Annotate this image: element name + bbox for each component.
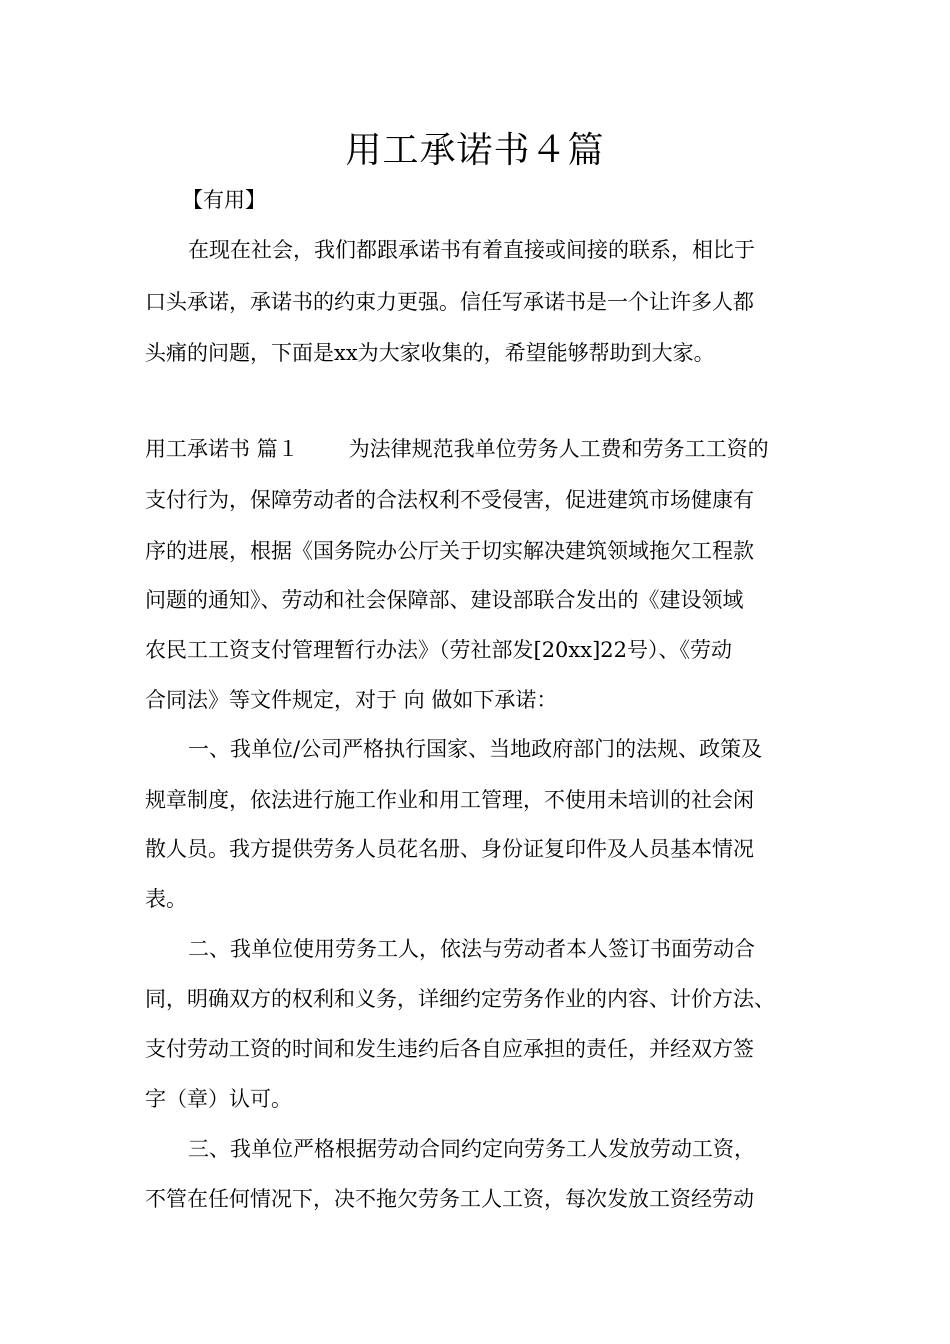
item3-line: 不管在任何情况下，决不拖欠劳务工人工资，每次发放工资经劳动 [145,1187,754,1211]
item1-line: 散人员。我方提供劳务人员花名册、身份证复印件及人员基本情况 [145,837,754,861]
intro-line: 口头承诺，承诺书的约束力更强。信任写承诺书是一个让许多人都 [145,290,754,314]
section-line: 问题的通知》、劳动和社会保障部、建设部联合发出的《建设领域 [145,588,744,612]
item2-line: 支付劳动工资的时间和发生违约后各自应承担的责任，并经双方签 [145,1037,754,1061]
intro-line: 头痛的问题，下面是xx为大家收集的，希望能够帮助到大家。 [145,341,715,365]
item2-line: 字（章）认可。 [145,1087,292,1111]
item3-line: 三、我单位严格根据劳动合同约定向劳务工人发放劳动工资， [188,1137,755,1161]
item1-line: 表。 [145,887,187,911]
item1-line: 规章制度，依法进行施工作业和用工管理，不使用未培训的社会闲 [145,788,754,812]
intro-line: 在现在社会，我们都跟承诺书有着直接或间接的联系，相比于 [188,238,755,262]
section-text: 为法律规范我单位劳务人工费和劳务工工资的 [348,437,769,461]
section-first-line [145,433,769,465]
section-line: 序的进展，根据《国务院办公厅关于切实解决建筑领域拖欠工程款 [145,539,754,563]
document-tag: 【有用】 [182,188,266,212]
item2-line: 同，明确双方的权利和义务，详细约定劳务作业的内容、计价方法、 [145,987,775,1011]
document-title: 用工承诺书４篇 [345,130,605,171]
item1-line: 一、我单位/公司严格执行国家、当地政府部门的法规、政策及 [188,737,763,761]
section-line: 合同法》等文件规定，对于 向 做如下承诺： [145,688,558,712]
item2-line: 二、我单位使用劳务工人，依法与劳动者本人签订书面劳动合 [188,937,755,961]
section-heading: 用工承诺书 篇１ [145,437,299,461]
section-line: 支付行为，保障劳动者的合法权利不受侵害，促进建筑市场健康有 [145,488,754,512]
section-line: 农民工工资支付管理暂行办法》（劳社部发[20xx]22号）、《劳动 [145,638,733,662]
